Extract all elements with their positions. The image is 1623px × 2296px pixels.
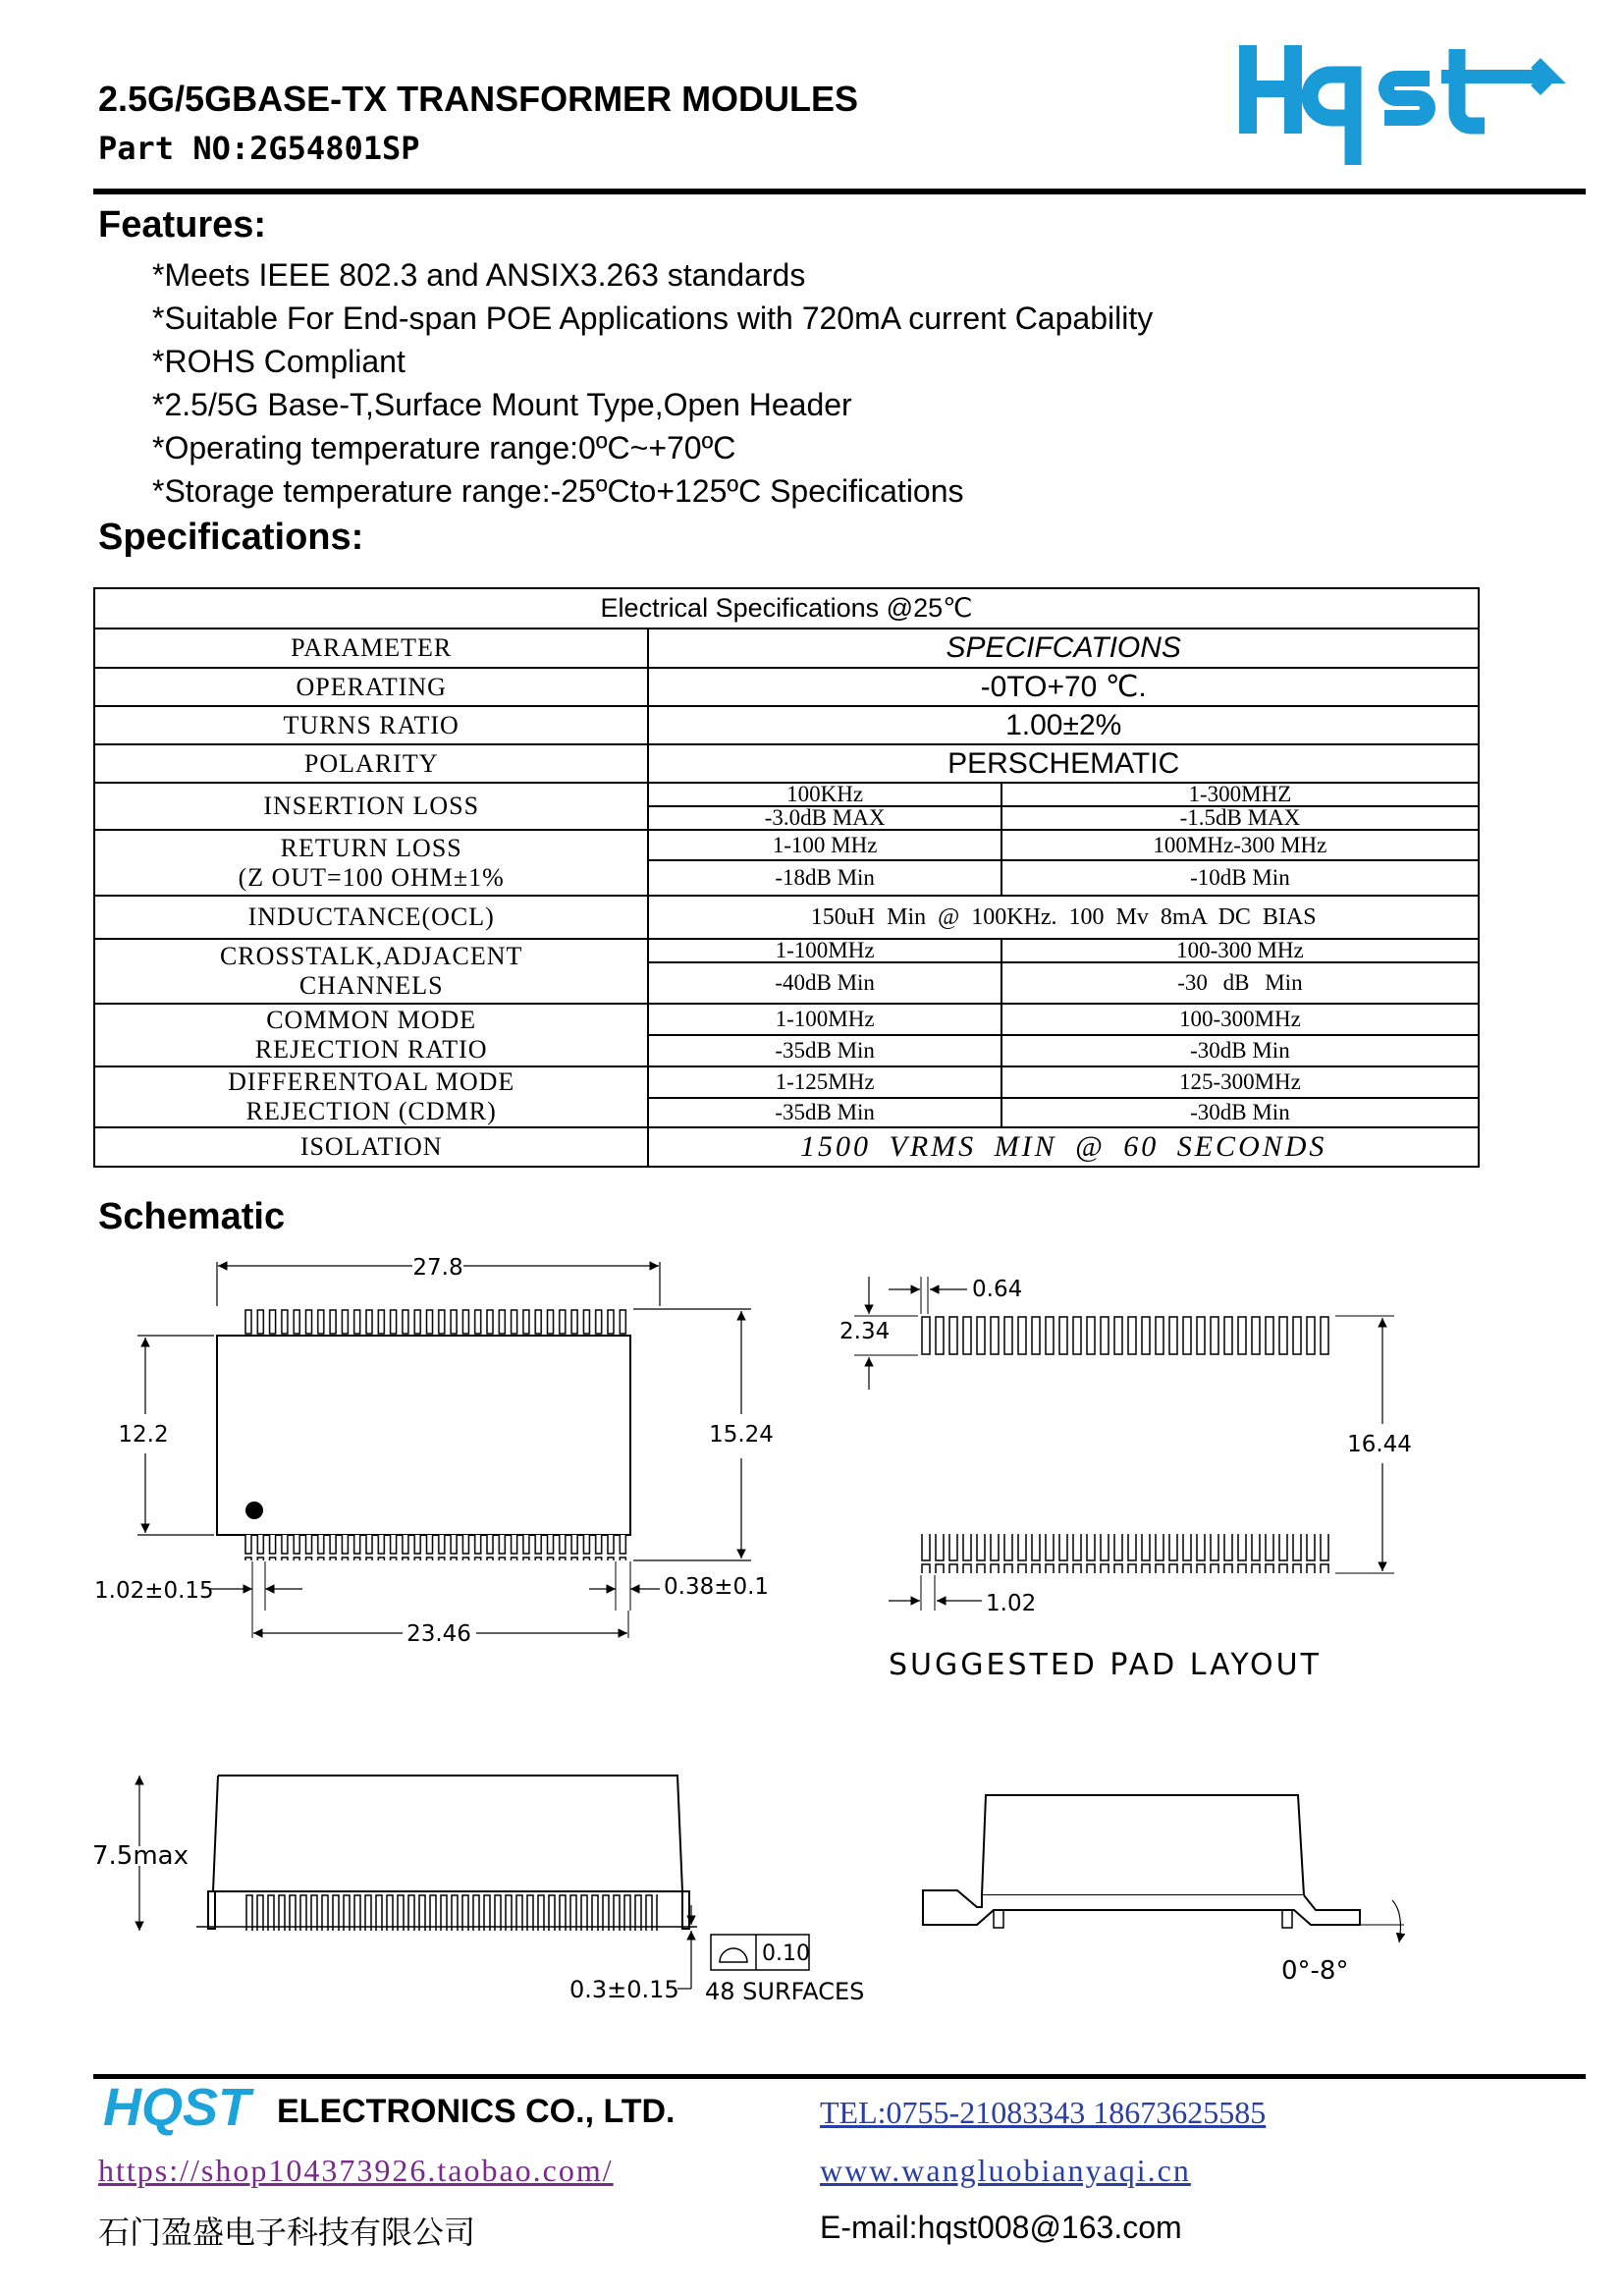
dim-pitch: 1.02±0.15: [94, 1578, 214, 1604]
cmrr-value-low: -35dB Min: [648, 1035, 1001, 1066]
dim-pad-length: 2.34: [839, 1319, 891, 1344]
shop-link[interactable]: https://shop104373926.taobao.com/: [98, 2153, 614, 2188]
xt-freq-low: 1-100MHz: [648, 939, 1001, 962]
cdmr-label: DIFFERENTOAL MODE: [228, 1067, 515, 1096]
part-number: Part NO:2G54801SP: [98, 130, 420, 167]
param-insertion-loss: INSERTION LOSS: [94, 783, 648, 830]
company-short-name: HQST: [103, 2078, 251, 2137]
cdmr-freq-high: 125-300MHz: [1001, 1066, 1479, 1098]
schematic-heading: Schematic: [98, 1196, 286, 1237]
param-polarity: POLARITY: [94, 744, 648, 783]
specifications-heading: Specifications:: [98, 517, 364, 558]
dim-pad-span: 16.44: [1347, 1432, 1412, 1457]
value-operating: -0TO+70 ℃.: [648, 668, 1479, 706]
features-heading: Features:: [98, 204, 267, 246]
il-value-high: -1.5dB MAX: [1001, 806, 1479, 830]
feature-item: *ROHS Compliant: [152, 344, 406, 379]
feature-item: *Operating temperature range:0ºC~+70ºC: [152, 430, 736, 465]
feature-item: *Meets IEEE 802.3 and ANSIX3.263 standards: [152, 257, 806, 293]
crosstalk-sublabel: CHANNELS: [298, 971, 444, 1000]
email-address[interactable]: E-mail:hqst008@163.com: [820, 2210, 1182, 2245]
crosstalk-label: CROSSTALK,ADJACENT: [219, 942, 523, 970]
cdmr-sublabel: REJECTION (CDMR): [245, 1097, 497, 1125]
rl-value-high: -10dB Min: [1001, 860, 1479, 896]
dim-surfaces: 48 SURFACES: [705, 1978, 865, 2005]
feature-item: *2.5/5G Base-T,Surface Mount Type,Open Header: [152, 387, 852, 422]
dim-height: 7.5max: [92, 1841, 189, 1871]
col-header-spec: SPECIFCATIONS: [648, 629, 1479, 668]
table-title: Electrical Specifications @25℃: [94, 588, 1479, 629]
dim-length: 27.8: [412, 1255, 463, 1281]
doc-title: 2.5G/5GBASE-TX TRANSFORMER MODULES: [98, 79, 859, 119]
dim-body-width: 12.2: [118, 1422, 169, 1448]
il-freq-high: 1-300MHZ: [1001, 783, 1479, 806]
xt-freq-high: 100-300 MHz: [1001, 939, 1479, 962]
feature-item: *Storage temperature range:-25ºCto+125ºC Specifications: [152, 473, 964, 509]
dim-pad-width: 0.64: [972, 1277, 1023, 1302]
il-freq-low: 100KHz: [648, 783, 1001, 806]
cmrr-freq-low: 1-100MHz: [648, 1004, 1001, 1035]
chinese-company-name: 石门盈盛电子科技有限公司: [98, 2214, 476, 2251]
cmrr-value-high: -30dB Min: [1001, 1035, 1479, 1066]
feature-item: *Suitable For End-span POE Applications with 720mA current Capability: [152, 301, 1154, 336]
pad-layout-label: SUGGESTED PAD LAYOUT: [889, 1648, 1322, 1682]
xt-value-high: -30 dB Min: [1001, 962, 1479, 1004]
side-view-drawing: [139, 1776, 809, 1989]
dim-pin-width: 0.38±0.1: [664, 1574, 770, 1600]
dim-pin-span: 23.46: [406, 1621, 471, 1647]
param-inductance: INDUCTANCE(OCL): [94, 896, 648, 939]
param-isolation: ISOLATION: [94, 1127, 648, 1167]
cdmr-freq-low: 1-125MHz: [648, 1066, 1001, 1098]
company-name-rest: ELECTRONICS CO., LTD.: [277, 2093, 676, 2130]
value-inductance: 150uH Min @ 100KHz. 100 Mv 8mA DC BIAS: [648, 896, 1479, 939]
value-isolation: 1500 VRMS MIN @ 60 SECONDS: [648, 1127, 1479, 1167]
rl-freq-high: 100MHz-300 MHz: [1001, 830, 1479, 860]
footer-rule: [93, 2074, 1586, 2079]
website-link[interactable]: www.wangluobianyaqi.cn: [820, 2153, 1191, 2188]
cmrr-freq-high: 100-300MHz: [1001, 1004, 1479, 1035]
col-header-parameter: PARAMETER: [94, 629, 648, 668]
cdmr-value-high: -30dB Min: [1001, 1098, 1479, 1127]
end-view-drawing: [923, 1795, 1404, 1942]
pad-layout-drawing: [854, 1277, 1394, 1611]
dim-standoff: 0.3±0.15: [569, 1976, 679, 2003]
rl-value-low: -18dB Min: [648, 860, 1001, 896]
param-operating: OPERATING: [94, 668, 648, 706]
value-turns-ratio: 1.00±2%: [648, 706, 1479, 744]
dim-flatness: 0.10: [762, 1941, 810, 1966]
dim-overall-width: 15.24: [709, 1422, 774, 1448]
cdmr-value-low: -35dB Min: [648, 1098, 1001, 1127]
phone-link[interactable]: TEL:0755-21083343 18673625585: [820, 2095, 1267, 2130]
return-loss-sublabel: (Z OUT=100 OHM±1%: [238, 862, 505, 892]
return-loss-label: RETURN LOSS: [280, 833, 462, 862]
cmrr-label: COMMON MODE: [266, 1006, 477, 1034]
dim-pad-pitch: 1.02: [986, 1591, 1037, 1616]
cmrr-sublabel: REJECTION RATIO: [254, 1035, 488, 1064]
xt-value-low: -40dB Min: [648, 962, 1001, 1004]
il-value-low: -3.0dB MAX: [648, 806, 1001, 830]
dim-angle: 0°-8°: [1281, 1956, 1349, 1986]
param-turns-ratio: TURNS RATIO: [94, 706, 648, 744]
rl-freq-low: 1-100 MHz: [648, 830, 1001, 860]
top-view-drawing: [137, 1262, 751, 1638]
value-polarity: PERSCHEMATIC: [648, 744, 1479, 783]
